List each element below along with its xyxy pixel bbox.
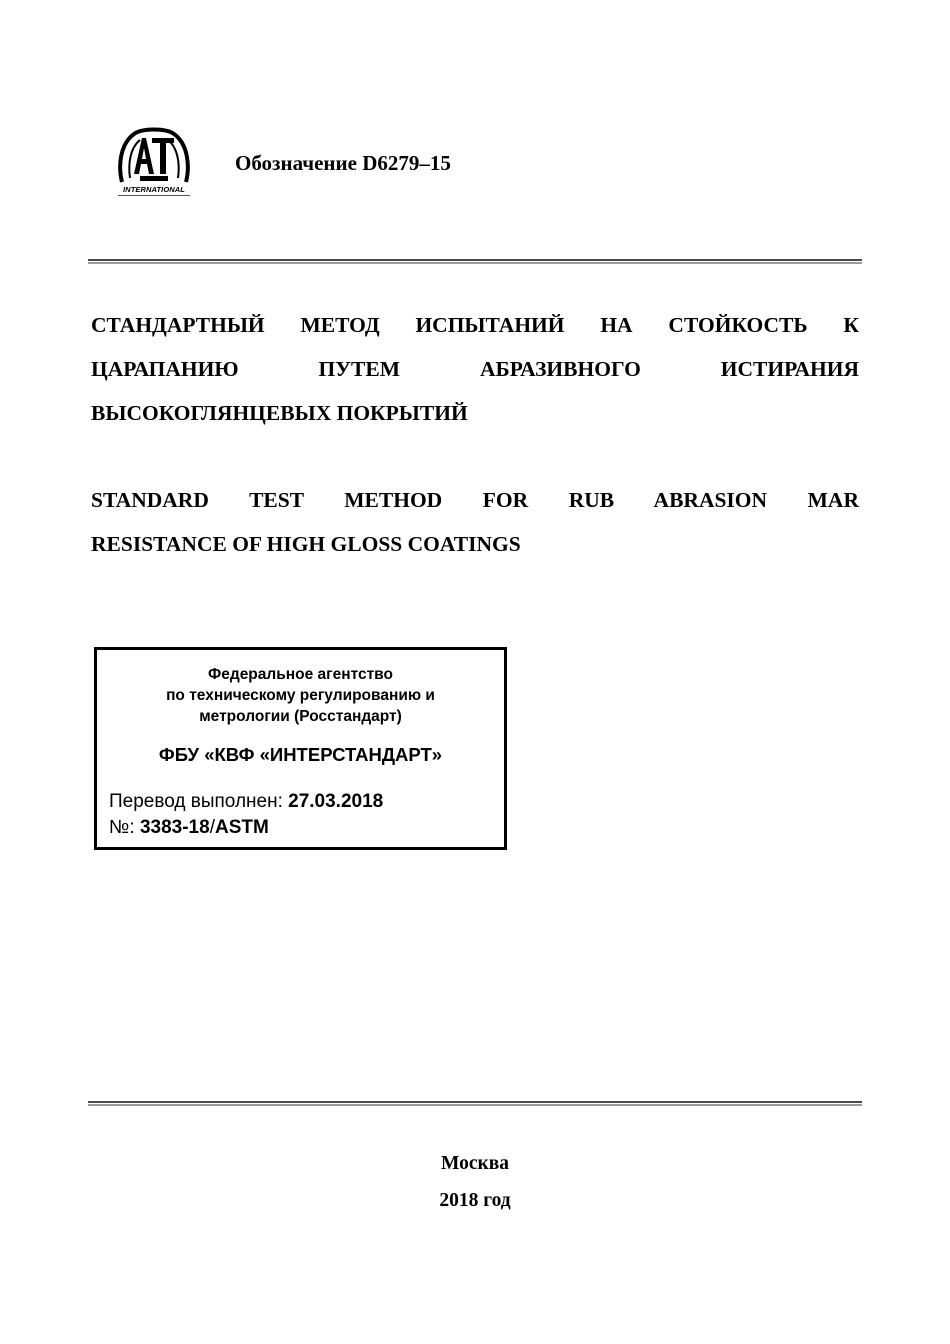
title-en-line: STANDARD TEST METHOD FOR RUB ABRASION MAR xyxy=(91,488,859,512)
logo-underline xyxy=(118,195,190,196)
logo-subtext: INTERNATIONAL xyxy=(123,185,185,194)
translation-date: 27.03.2018 xyxy=(288,791,384,812)
translation-label: Перевод выполнен: xyxy=(109,791,289,812)
title-ru-line: ВЫСОКОГЛЯНЦЕВЫХ ПОКРЫТИЙ xyxy=(91,401,468,425)
title-ru-line: СТАНДАРТНЫЙ МЕТОД ИСПЫТАНИЙ НА СТОЙКОСТЬ К xyxy=(91,313,859,337)
agency-line: Федеральное агентство xyxy=(208,666,393,683)
number-separator: / xyxy=(209,817,215,838)
agency-line: метрологии (Росстандарт) xyxy=(199,708,402,725)
agency-name xyxy=(97,664,504,727)
title-ru-line: ЦАРАПАНИЮ ПУТЕМ АБРАЗИВНОГО ИСТИРАНИЯ xyxy=(91,357,859,381)
astm-emblem-icon xyxy=(112,126,196,186)
city: Москва xyxy=(440,1153,510,1174)
top-divider xyxy=(88,259,862,264)
designation: Обозначение D6279–15 xyxy=(235,151,451,175)
astm-logo xyxy=(112,126,196,198)
number-suffix: ASTM xyxy=(214,817,269,838)
number-value: 3383-18 xyxy=(139,817,210,838)
bottom-divider xyxy=(88,1101,862,1106)
title-english xyxy=(91,478,859,566)
title-russian xyxy=(91,303,859,435)
year: 2018 год xyxy=(439,1190,511,1211)
title-en-line: RESISTANCE OF HIGH GLOSS COATINGS xyxy=(91,532,521,556)
organization-name: ФБУ «КВФ «ИНТЕРСТАНДАРТ» xyxy=(158,744,443,765)
translation-number-row xyxy=(109,817,269,839)
translation-date-row xyxy=(109,791,383,813)
agency-line: по техническому регулированию и xyxy=(166,687,435,704)
translation-stamp xyxy=(94,647,507,850)
number-label: №: xyxy=(109,817,140,838)
